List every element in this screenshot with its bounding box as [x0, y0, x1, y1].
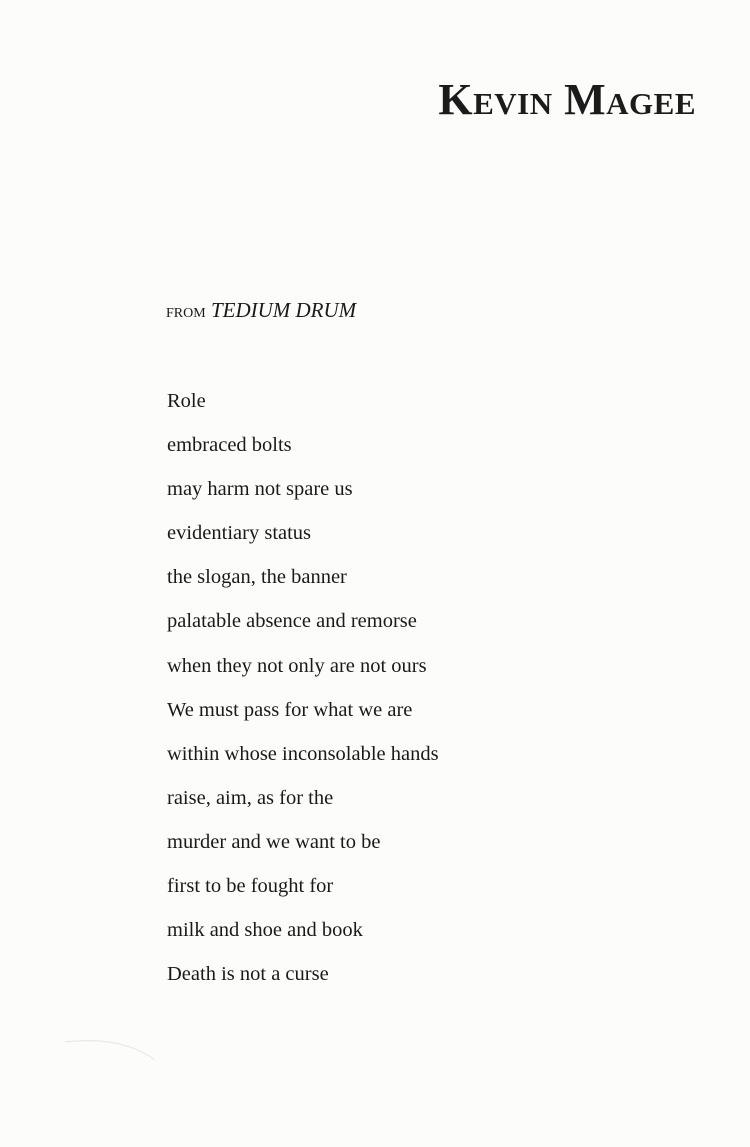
poem [167, 388, 439, 1005]
poem-line: Role [167, 390, 206, 412]
poem-line: murder and we want to be [167, 830, 381, 853]
poem-line: Death is not a curse [167, 963, 329, 986]
heading-work-title: TEDIUM DRUM [210, 298, 357, 322]
bleed-through-text [40, 120, 660, 151]
poem-line: may harm not spare us [167, 478, 353, 501]
poem-line: embraced bolts [167, 434, 292, 457]
poem-line: first to be fought for [167, 875, 334, 898]
poem-line: milk and shoe and book [167, 919, 363, 942]
poem-line: We must pass for what we are [167, 698, 413, 721]
scan-mark [60, 1030, 210, 1070]
section-heading [166, 298, 356, 323]
poem-line: palatable absence and remorse [167, 610, 417, 633]
poem-line: the slogan, the banner [167, 566, 347, 589]
poem-line: evidentiary status [167, 522, 312, 545]
poem-line: raise, aim, as for the [167, 786, 334, 809]
author-name: Kevin Magee [438, 75, 696, 124]
poem-line: within whose inconsolable hands [167, 742, 439, 765]
heading-from: from [166, 300, 206, 322]
poem-line: when they not only are not ours [167, 654, 427, 677]
